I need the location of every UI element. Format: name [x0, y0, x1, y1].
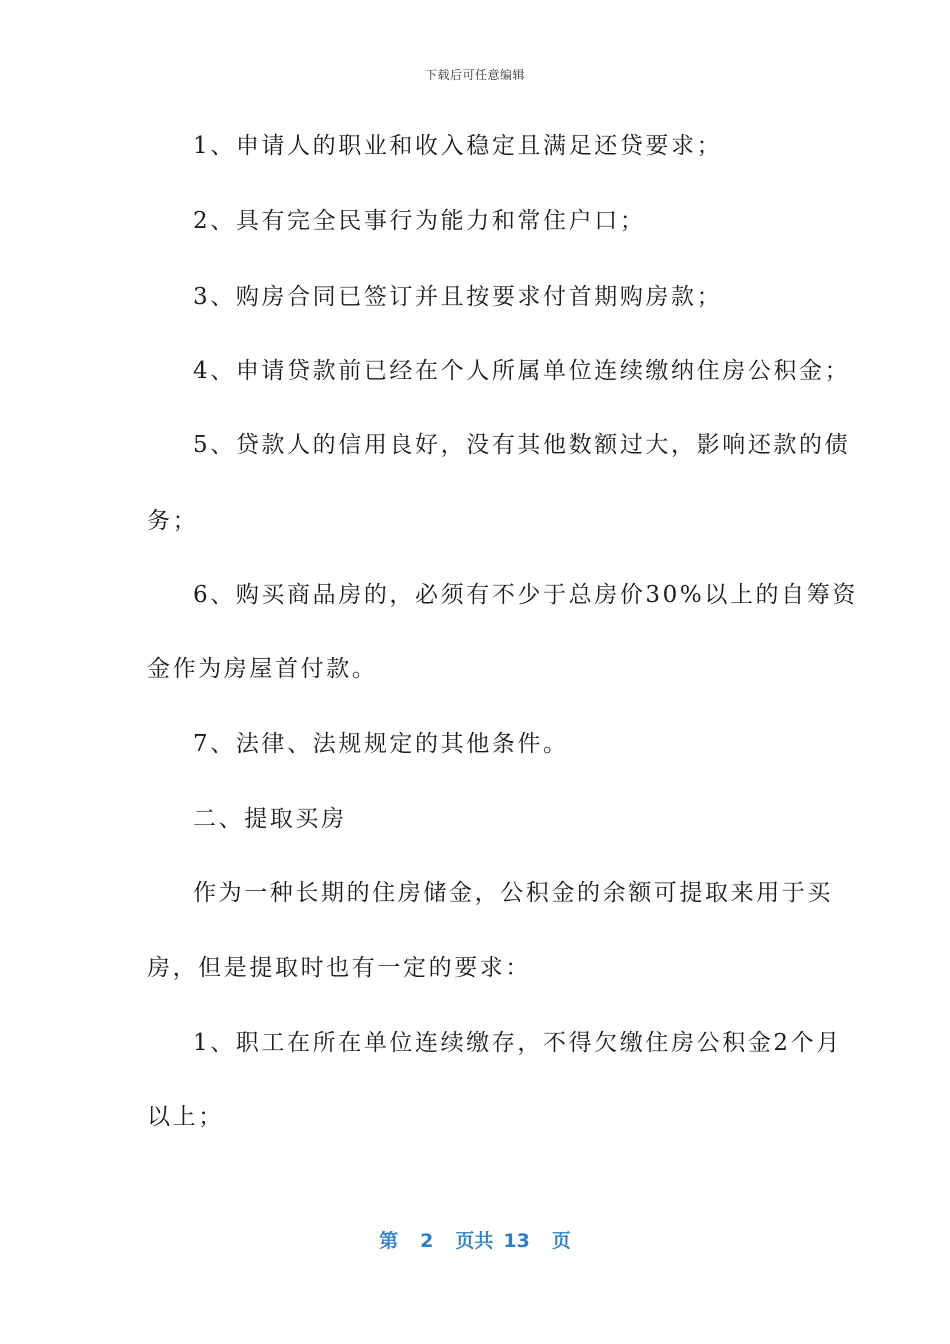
paragraph-line: 作为一种长期的住房储金，公积金的余额可提取来用于买: [193, 880, 833, 906]
section-heading: 二、提取买房: [193, 806, 347, 832]
paragraph-line: 5、贷款人的信用良好，没有其他数额过大，影响还款的债: [193, 432, 851, 458]
paragraph-line: 务；: [147, 508, 199, 534]
paragraph-line: 7、法律、法规规定的其他条件。: [193, 731, 569, 757]
footer-mid: 页共: [455, 1230, 494, 1252]
page-header: 下载后可任意编辑: [424, 68, 525, 82]
total-pages-number: 13: [503, 1230, 530, 1252]
paragraph-line: 房，但是提取时也有一定的要求：: [147, 955, 531, 981]
paragraph-line: 1、职工在所在单位连续缴存，不得欠缴住房公积金2个月: [193, 1030, 842, 1056]
current-page-number: 2: [420, 1230, 434, 1252]
footer-suffix: 页: [551, 1230, 571, 1252]
page-footer: [0, 1226, 950, 1253]
paragraph-line: 以上；: [147, 1104, 224, 1130]
paragraph-line: 金作为房屋首付款。: [147, 656, 378, 682]
paragraph-line: 4、申请贷款前已经在个人所属单位连续缴纳住房公积金；: [193, 358, 851, 384]
paragraph-line: 3、购房合同已签订并且按要求付首期购房款；: [193, 284, 723, 310]
footer-prefix: 第: [379, 1230, 399, 1252]
paragraph-line: 6、购买商品房的，必须有不少于总房价30%以上的自筹资: [193, 582, 858, 608]
paragraph-line: 2、具有完全民事行为能力和常住户口；: [193, 208, 646, 234]
paragraph-line: 1、申请人的职业和收入稳定且满足还贷要求；: [193, 133, 723, 159]
